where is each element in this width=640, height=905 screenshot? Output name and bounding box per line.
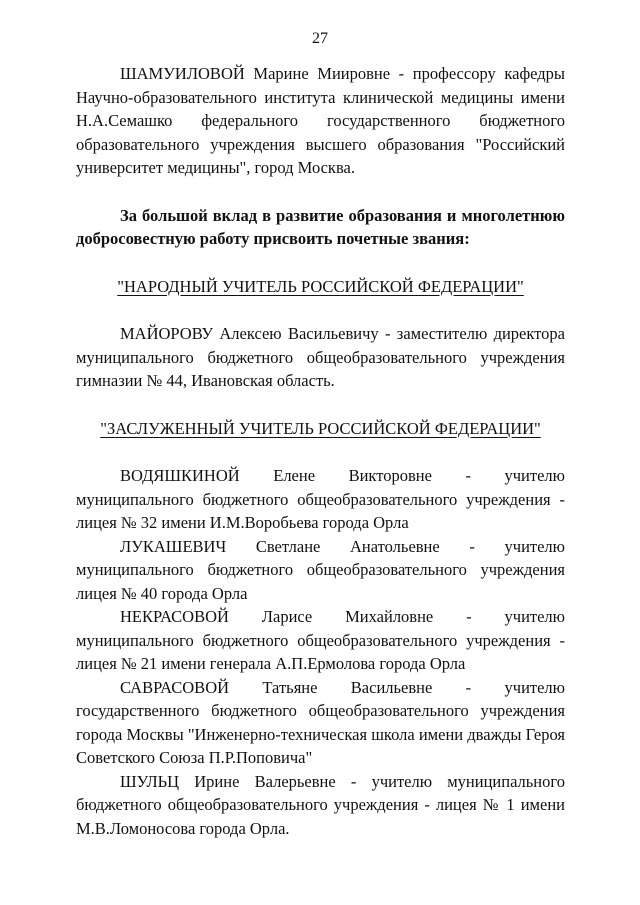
awardee-description: Татьяне Васильевне - учителю государственного бюджетного общеобразовательного учреждения города Москвы "Инженерно-техническая школа имени дважды Героя Советского Союза П.Р.Поповича" bbox=[76, 677, 565, 767]
awardee-name: МАЙОРОВУ bbox=[120, 324, 214, 343]
awardee-description: Марине Миировне - профессору кафедры Научно-образовательного института клинической медицины имени Н.А.Семашко федерального государственного бюджетного образовательного учреждения высшего образования "Российский университет медицины", город Москва. bbox=[76, 64, 565, 177]
awardee-name: ВОДЯШКИНОЙ bbox=[120, 466, 240, 485]
awardee-name: ШУЛЬЦ bbox=[120, 771, 180, 791]
paragraph-lukashevich bbox=[76, 535, 565, 606]
paragraph-vodyashkina bbox=[76, 464, 565, 535]
award-statement: За большой вклад в развитие образования и многолетнюю добросовестную работу присвоить почетные звания: bbox=[76, 205, 565, 248]
page-number: 27 bbox=[312, 30, 328, 47]
awardee-description: Светлане Анатольевне - учителю муниципального бюджетного общеобразовательного учреждения лицея № 40 города Орла bbox=[76, 536, 565, 603]
awardee-description: Ларисе Михайловне - учителю муниципального бюджетного общеобразовательного учреждения - лицея № 21 имени генерала А.П.Ермолова города Орла bbox=[76, 607, 565, 673]
paragraph-shamuilova bbox=[76, 62, 565, 180]
awardee-description: Ирине Валерьевне - учителю муниципального бюджетного общеобразовательного учреждения - лицея № 1 имени М.В.Ломоносова города Орла. bbox=[76, 771, 565, 838]
awardee-description: Елене Викторовне - учителю муниципального бюджетного общеобразовательного учреждения - лицея № 32 имени И.М.Воробьева города Орла bbox=[76, 466, 565, 532]
paragraph-shults bbox=[76, 770, 565, 841]
paragraph-nekrasova bbox=[76, 605, 565, 676]
paragraph-mayorov bbox=[76, 322, 565, 393]
paragraph-savrasova bbox=[76, 676, 565, 770]
awardee-name: ШАМУИЛОВОЙ bbox=[120, 64, 245, 83]
awardee-name: САВРАСОВОЙ bbox=[120, 677, 230, 697]
awardee-name: НЕКРАСОВОЙ bbox=[120, 607, 229, 626]
awardee-name: ЛУКАШЕВИЧ bbox=[120, 536, 227, 556]
awardee-description: Алексею Васильевичу - заместителю директора муниципального бюджетного общеобразовательного учреждения гимназии № 44, Ивановская область. bbox=[76, 324, 565, 390]
document-body bbox=[76, 62, 565, 840]
heading-honored-teacher: "ЗАСЛУЖЕННЫЙ УЧИТЕЛЬ РОССИЙСКОЙ ФЕДЕРАЦИИ" bbox=[100, 418, 541, 438]
heading-people-teacher: "НАРОДНЫЙ УЧИТЕЛЬ РОССИЙСКОЙ ФЕДЕРАЦИИ" bbox=[117, 276, 524, 296]
